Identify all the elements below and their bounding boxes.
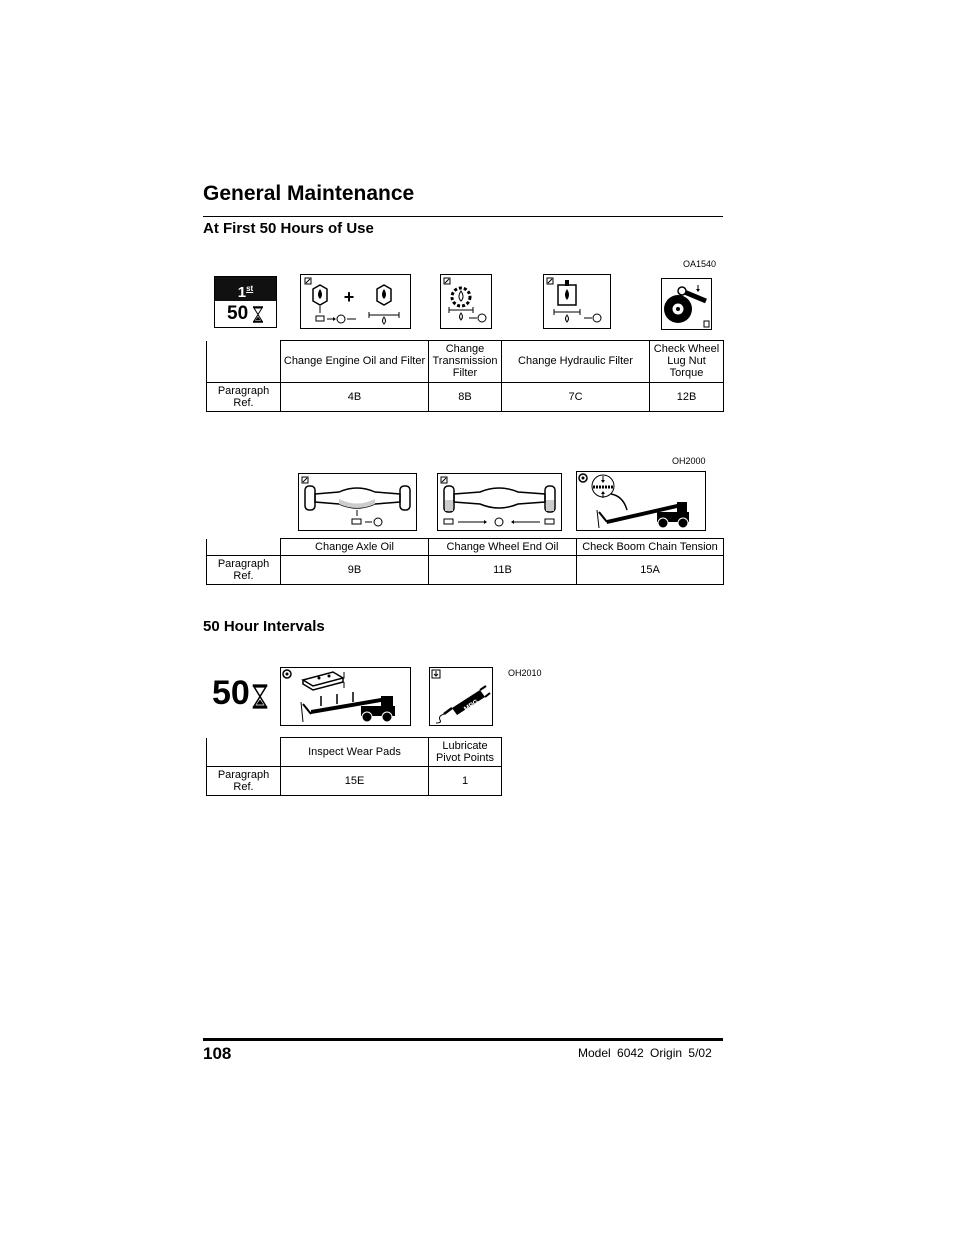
transmission-filter-icon (440, 274, 492, 329)
task-cell: Change Hydraulic Filter (502, 341, 650, 383)
row-label: Paragraph Ref. (207, 555, 281, 584)
task-cell: Inspect Wear Pads (281, 738, 429, 767)
engine-oil-filter-icon (300, 274, 411, 329)
axle-oil-icon (298, 473, 417, 531)
badge-hours: 50 (227, 303, 249, 324)
first-50-table-2 (206, 538, 724, 585)
page-number: 108 (203, 1044, 232, 1063)
hourglass-icon (252, 306, 264, 323)
task-cell: Change Wheel End Oil (429, 539, 577, 556)
badge-ordinal: st (246, 284, 254, 293)
task-cell: Change Transmission Filter (429, 341, 502, 383)
ref-cell: 8B (429, 382, 502, 411)
svg-text:+: + (343, 287, 355, 307)
ref-cell: 1 (429, 766, 502, 795)
ref-cell: 7C (502, 382, 650, 411)
ref-cell: 15A (577, 555, 724, 584)
ref-cell: 12B (650, 382, 724, 411)
section-heading-50-hour: 50 Hour Intervals (203, 618, 325, 635)
task-cell: Change Engine Oil and Filter (281, 341, 429, 383)
section-heading-first-50: At First 50 Hours of Use (203, 220, 374, 237)
boom-chain-tension-icon (576, 471, 706, 531)
task-cell: Check Boom Chain Tension (577, 539, 724, 556)
figure-ref-1: OA1540 (683, 259, 717, 269)
task-cell: Lubricate Pivot Points (429, 738, 502, 767)
wheel-end-oil-icon (437, 473, 562, 531)
task-cell: Change Axle Oil (281, 539, 429, 556)
badge-first: 1 (237, 284, 247, 301)
grease-label: MPG (462, 698, 481, 714)
figure-ref-3: OH2010 (508, 668, 542, 678)
figure-ref-2: OH2000 (672, 456, 706, 466)
ref-cell: 9B (281, 555, 429, 584)
ref-cell: 4B (281, 382, 429, 411)
row-label: Paragraph Ref. (207, 382, 281, 411)
first-50-hours-badge (214, 276, 277, 328)
first-50-table-1 (206, 340, 724, 412)
ref-cell: 11B (429, 555, 577, 584)
row-label: Paragraph Ref. (207, 766, 281, 795)
wheel-lug-torque-icon (661, 278, 712, 330)
hourglass-icon (251, 684, 269, 709)
interval-hours: 50 (212, 674, 250, 712)
grease-gun-icon (429, 667, 493, 726)
model-origin: Model 6042 Origin 5/02 (578, 1046, 712, 1060)
fifty-hour-table (206, 737, 502, 796)
hydraulic-filter-icon (543, 274, 611, 329)
ref-cell: 15E (281, 766, 429, 795)
footer-rule (203, 1038, 723, 1041)
task-cell: Check Wheel Lug Nut Torque (650, 341, 724, 383)
header-rule (203, 216, 723, 217)
wear-pads-icon (280, 667, 411, 726)
page-title: General Maintenance (203, 182, 415, 205)
